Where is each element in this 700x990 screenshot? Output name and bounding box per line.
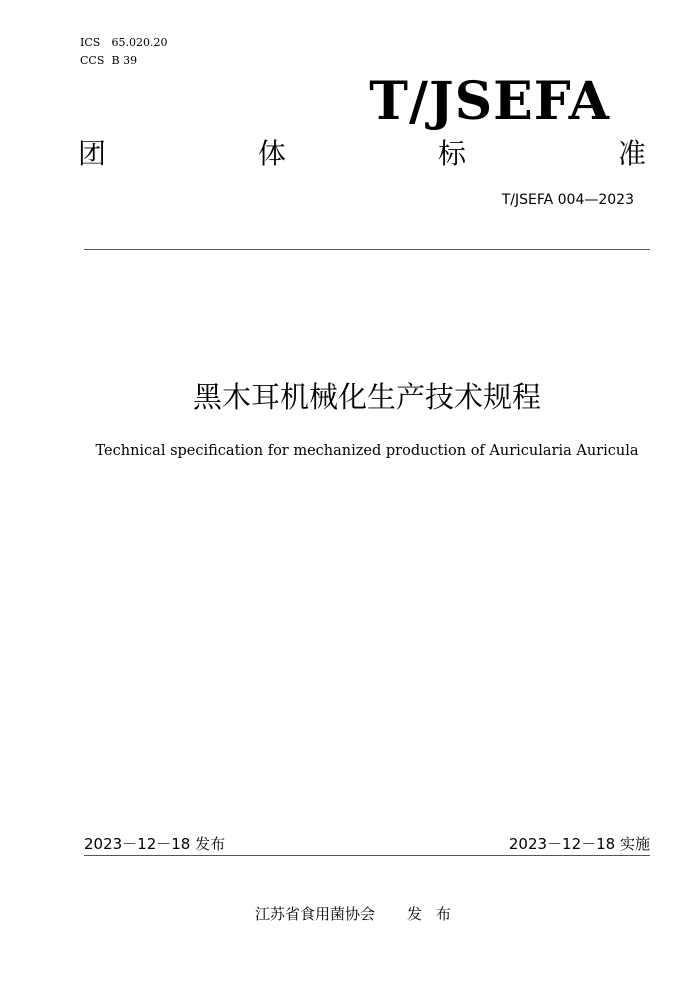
ccs-code: B 39 — [111, 54, 138, 67]
ics-label: ICS — [80, 36, 101, 49]
standard-kind-char: 团 — [78, 137, 107, 170]
implementation-date: 2023－12－18 实施 — [508, 835, 650, 853]
document-title-english: Technical specification for mechanized production of Auricularia Auricula — [95, 443, 639, 459]
classification-codes — [80, 34, 167, 70]
ics-code: 65.020.20 — [111, 36, 168, 49]
publisher-line — [255, 903, 465, 925]
standard-number: T/JSEFA 004—2023 — [501, 192, 634, 208]
ccs-label: CCS — [80, 54, 105, 67]
standard-kind — [78, 134, 646, 174]
ics-row — [80, 34, 167, 52]
issue-date: 2023－12－18 发布 — [84, 835, 226, 853]
publisher-name: 江苏省食用菌协会 — [255, 905, 376, 923]
footer-divider — [84, 855, 650, 856]
association-logo: T/JSEFA — [369, 71, 610, 132]
publish-action: 发布 — [407, 905, 466, 923]
ccs-row — [80, 52, 167, 70]
standard-kind-char: 准 — [617, 137, 646, 170]
standard-kind-char: 体 — [257, 137, 286, 170]
header-divider — [84, 249, 650, 250]
document-title-chinese: 黑木耳机械化生产技术规程 — [192, 380, 541, 414]
standard-kind-char: 标 — [437, 137, 466, 170]
